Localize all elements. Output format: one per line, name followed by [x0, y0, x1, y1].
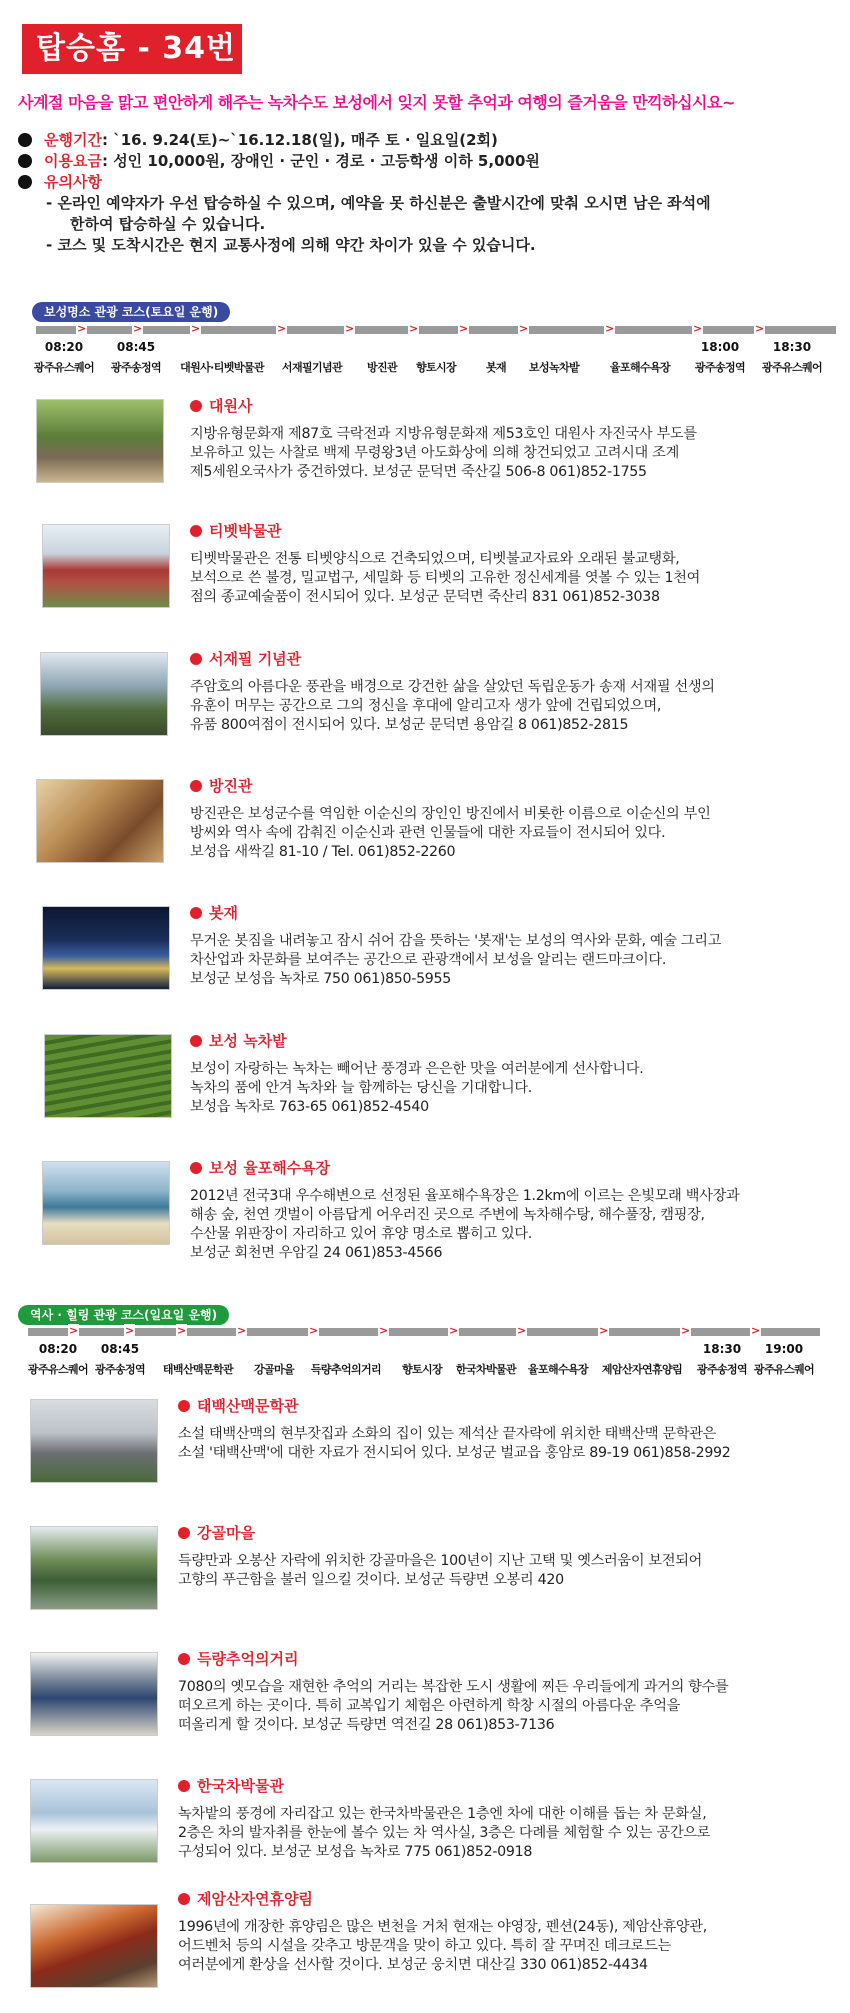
- route-stop: 득량추억의거리: [310, 1363, 382, 1376]
- route-stop: 봇재: [485, 361, 507, 374]
- page-title: 탑승홈 - 34번: [22, 24, 242, 74]
- stop-time: 18:30: [772, 340, 812, 354]
- description-line: 여러분에게 환상을 선사할 것이다. 보성군 웅치면 대산길 330 061)852-4434: [178, 1957, 648, 1973]
- place-title: [190, 395, 252, 416]
- place-title: [178, 1888, 313, 1909]
- route-bar: [36, 326, 836, 334]
- info-period: [14, 130, 834, 151]
- notice-line: 한하여 탑승하실 수 있습니다.: [70, 215, 266, 233]
- stop-time: 18:30: [702, 1342, 742, 1356]
- route-stop: 광주유스퀘어: [753, 1363, 815, 1376]
- bullet-icon: [178, 1400, 190, 1412]
- place-photo: [30, 1526, 158, 1610]
- stop-time: 19:00: [764, 1342, 804, 1356]
- route-arrow-icon: >: [237, 1324, 247, 1337]
- info-fee: [14, 151, 834, 172]
- place-photo: [30, 1652, 158, 1736]
- place-description: [178, 1678, 728, 1735]
- route-arrow-icon: >: [125, 1324, 135, 1337]
- route-arrow-icon: >: [133, 322, 143, 335]
- description-line: 지방유형문화재 제87호 극락전과 지방유형문화재 제53호인 대원사 자진국사 부도를: [190, 426, 697, 442]
- place-title: [178, 1775, 284, 1796]
- description-line: 녹차밭의 풍경에 자리잡고 있는 한국차박물관은 1층엔 차에 대한 이해를 돕는 차 문화실,: [178, 1806, 707, 1822]
- route-arrow-icon: >: [379, 1324, 389, 1337]
- description-line: 보유하고 있는 사찰로 백제 무령왕3년 아도화상에 의해 창건되었고 고려시대 조계: [190, 445, 679, 461]
- route-arrow-icon: >: [191, 322, 201, 335]
- place-title: [178, 1395, 298, 1416]
- route-arrow-icon: >: [77, 322, 87, 335]
- description-line: 유훈이 머무는 공간으로 그의 정신을 후대에 알리고자 생가 앞에 건립되었으며,: [190, 698, 662, 714]
- fee-label: 이용요금: [44, 152, 102, 170]
- bullet-icon: [18, 154, 32, 168]
- place-photo: [42, 524, 170, 608]
- route-stop: 광주송정역: [94, 1363, 146, 1376]
- bullet-icon: [18, 133, 32, 147]
- description-line: 차산업과 차문화를 보여주는 공간으로 관광객에서 보성을 알리는 랜드마크이다.: [190, 952, 667, 968]
- notice-label: 유의사항: [44, 173, 102, 191]
- description-line: 보성읍 새싹길 81-10 / Tel. 061)852-2260: [190, 844, 456, 860]
- description-line: 득량만과 오봉산 자락에 위치한 강골마을은 100년이 지난 고택 및 옛스러움이 보전되어: [178, 1553, 703, 1569]
- description-line: 고향의 푸근함을 불러 일으킬 것이다. 보성군 득량면 오봉리 420: [178, 1572, 564, 1588]
- description-line: 떠오르게 하는 곳이다. 특히 교복입기 체험은 아련하게 학창 시절의 아름다운 추억을: [178, 1698, 681, 1714]
- place-description: [178, 1552, 702, 1590]
- route-arrow-icon: >: [177, 1324, 187, 1337]
- route-stop: 향토시장: [401, 1363, 443, 1376]
- route-arrow-icon: >: [517, 1324, 527, 1337]
- place-photo: [40, 652, 168, 736]
- place-description: [178, 1918, 707, 1975]
- course1-route: [33, 322, 836, 396]
- description-line: 보석으로 쓴 불경, 밀교법구, 세밀화 등 티벳의 고유한 정신세계를 엿볼 수 있는 1천여: [190, 570, 701, 586]
- place-description: [190, 550, 700, 607]
- place-title-text: 태백산맥문학관: [197, 1397, 299, 1415]
- route-stop: 광주유스퀘어: [33, 361, 95, 374]
- description-line: 점의 종교예술품이 전시되어 있다. 보성군 문덕면 죽산리 831 061)852-3038: [190, 589, 660, 605]
- period-label: 운행기간: [44, 131, 102, 149]
- place-title: [178, 1522, 255, 1543]
- place-photo: [30, 1779, 158, 1863]
- route-stop: 강골마을: [253, 1363, 295, 1376]
- description-line: 2012년 전국3대 우수해변으로 선정된 율포해수욕장은 1.2km에 이르는 은빛모래 백사장과: [190, 1188, 740, 1204]
- route-stop: 향토시장: [415, 361, 457, 374]
- route-stop: 대원사·티벳박물관: [180, 361, 264, 374]
- notice-line: - 온라인 예약자가 우선 탑승하실 수 있으며, 예약을 못 하신분은 출발시간에 맞춰 오시면 남은 좌석에: [46, 194, 711, 212]
- description-line: 2층은 차의 발자취를 한눈에 볼수 있는 차 역사실, 3층은 다례를 체험할 수 있는 공간으로: [178, 1825, 711, 1841]
- description-line: 7080의 옛모습을 재현한 추억의 거리는 복잡한 도시 생활에 찌든 우리들에게 과거의 향수를: [178, 1679, 729, 1695]
- description-line: 제5세원오국사가 중건하였다. 보성군 문덕면 죽산길 506-8 061)852-1755: [190, 464, 647, 480]
- bullet-icon: [18, 175, 32, 189]
- tour-info: [14, 130, 834, 256]
- place-photo: [44, 1034, 172, 1118]
- bullet-icon: [178, 1527, 190, 1539]
- bullet-icon: [190, 907, 202, 919]
- place-title-text: 득량추억의거리: [197, 1650, 299, 1668]
- route-arrow-icon: >: [681, 1324, 691, 1337]
- route-stop: 율포해수욕장: [609, 361, 671, 374]
- place-description: [190, 678, 715, 735]
- place-title: [190, 648, 301, 669]
- route-stop: 서재필기념관: [281, 361, 343, 374]
- description-line: 유품 800여점이 전시되어 있다. 보성군 문덕면 용암길 8 061)852-2815: [190, 717, 629, 733]
- route-arrow-icon: >: [519, 322, 529, 335]
- place-description: [178, 1425, 731, 1463]
- place-description: [190, 1060, 643, 1117]
- description-line: 구성되어 있다. 보성군 보성읍 녹차로 775 061)852-0918: [178, 1844, 533, 1860]
- course2-badge: 역사 · 힐링 관광 코스(일요일 운행): [18, 1305, 229, 1325]
- place-photo: [36, 779, 164, 863]
- route-arrow-icon: >: [755, 322, 765, 335]
- info-notice: [14, 172, 834, 193]
- route-arrow-icon: >: [751, 1324, 761, 1337]
- place-title: [190, 775, 252, 796]
- page-subtitle: 사계절 마음을 맑고 편안하게 해주는 녹차수도 보성에서 잊지 못할 추억과 여행의 즐거움을 만끽하십시요~: [18, 93, 735, 112]
- bullet-icon: [190, 525, 202, 537]
- stop-time: 08:20: [44, 340, 84, 354]
- place-title: [190, 902, 238, 923]
- route-arrow-icon: >: [345, 322, 355, 335]
- description-line: 주암호의 아름다운 풍관을 배경으로 강건한 삶을 살았던 독립운동가 송재 서재필 선생의: [190, 679, 715, 695]
- route-arrow-icon: >: [309, 1324, 319, 1337]
- bullet-icon: [178, 1893, 190, 1905]
- place-title-text: 강골마을: [197, 1524, 255, 1542]
- description-line: 무거운 봇짐을 내려놓고 잠시 쉬어 감을 뜻하는 '봇재'는 보성의 역사와 문화, 예술 그리고: [190, 933, 722, 949]
- place-photo: [30, 1904, 158, 1988]
- route-arrow-icon: >: [693, 322, 703, 335]
- bullet-icon: [178, 1780, 190, 1792]
- route-stop: 율포해수욕장: [527, 1363, 589, 1376]
- stop-time: 08:45: [116, 340, 156, 354]
- description-line: 소설 태백산맥의 현부잣집과 소화의 집이 있는 제석산 끝자락에 위치한 태백산맥 문학관은: [178, 1426, 717, 1442]
- notice-line: - 코스 및 도착시간은 현지 교통사정에 의해 약간 차이가 있을 수 있습니다.: [46, 236, 536, 254]
- description-line: 1996년에 개장한 휴양림은 많은 변천을 거처 현재는 야영장, 펜션(24동), 제암산휴양관,: [178, 1919, 707, 1935]
- route-stop: 광주송정역: [696, 1363, 748, 1376]
- stop-time: 18:00: [700, 340, 740, 354]
- route-stop: 광주유스퀘어: [27, 1363, 89, 1376]
- bullet-icon: [190, 780, 202, 792]
- route-arrow-icon: >: [449, 1324, 459, 1337]
- route-stop: 방진관: [366, 361, 398, 374]
- bullet-icon: [190, 400, 202, 412]
- description-line: 보성군 회천면 우암길 24 061)853-4566: [190, 1245, 443, 1261]
- place-title-text: 방진관: [209, 777, 253, 795]
- place-title-text: 대원사: [209, 397, 253, 415]
- course2-route: [27, 1324, 820, 1398]
- route-arrow-icon: >: [605, 322, 615, 335]
- place-description: [190, 932, 721, 989]
- route-arrow-icon: >: [409, 322, 419, 335]
- route-stop: 광주유스퀘어: [761, 361, 823, 374]
- route-arrow-icon: >: [459, 322, 469, 335]
- route-stop: 광주송정역: [694, 361, 746, 374]
- place-title-text: 서재필 기념관: [209, 650, 302, 668]
- place-title-text: 티벳박물관: [209, 522, 282, 540]
- stop-time: 08:45: [100, 1342, 140, 1356]
- place-description: [190, 425, 697, 482]
- description-line: 방씨와 역사 속에 감춰진 이순신과 관련 인물들에 대한 자료들이 전시되어 있다.: [190, 825, 666, 841]
- fee-value: : 성인 10,000원, 장애인 · 군인 · 경로 · 고등학생 이하 5,000원: [101, 152, 540, 170]
- description-line: 티벳박물관은 전통 티벳양식으로 건축되었으며, 티벳불교자료와 오래된 불교탱화,: [190, 551, 680, 567]
- description-line: 소설 '태백산맥'에 대한 자료가 전시되어 있다. 보성군 벌교읍 홍암로 89-19 061)858-2992: [178, 1445, 731, 1461]
- description-line: 보성군 보성읍 녹차로 750 061)850-5955: [190, 971, 451, 987]
- place-title-text: 제암산자연휴양림: [197, 1890, 313, 1908]
- place-title: [178, 1648, 298, 1669]
- description-line: 보성이 자랑하는 녹차는 빼어난 풍경과 은은한 맛을 여러분에게 선사합니다.: [190, 1061, 644, 1077]
- route-stop: 광주송정역: [110, 361, 162, 374]
- bullet-icon: [190, 1035, 202, 1047]
- place-title-text: 한국차박물관: [197, 1777, 284, 1795]
- description-line: 해송 숲, 천연 갯벌이 아름답게 어우러진 곳으로 주변에 녹차해수탕, 해수풀장, 캠핑장,: [190, 1207, 705, 1223]
- route-stop: 태백산맥문학관: [162, 1363, 234, 1376]
- bullet-icon: [190, 653, 202, 665]
- place-photo: [42, 906, 170, 990]
- description-line: 어드벤처 등의 시설을 갖추고 방문객을 맞이 하고 있다. 특히 잘 꾸며진 데크로드는: [178, 1938, 671, 1954]
- course1-badge: 보성명소 관광 코스(토요일 운행): [32, 302, 230, 322]
- route-bar: [28, 1328, 820, 1336]
- place-title-text: 봇재: [209, 904, 238, 922]
- place-title: [190, 1157, 330, 1178]
- bullet-icon: [178, 1653, 190, 1665]
- bullet-icon: [190, 1162, 202, 1174]
- place-photo: [36, 399, 164, 483]
- description-line: 수산물 위판장이 자리하고 있어 휴양 명소로 뽑히고 있다.: [190, 1226, 532, 1242]
- place-description: [178, 1805, 710, 1862]
- place-description: [190, 1187, 739, 1263]
- description-line: 방진관은 보성군수를 역임한 이순신의 장인인 방진에서 비롯한 이름으로 이순신의 부인: [190, 806, 711, 822]
- description-line: 떠올리게 할 것이다. 보성군 득량면 역전길 28 061)853-7136: [178, 1717, 555, 1733]
- description-line: 보성읍 녹차로 763-65 061)852-4540: [190, 1099, 429, 1115]
- route-arrow-icon: >: [277, 322, 287, 335]
- description-line: 녹차의 품에 안겨 녹차와 늘 함께하는 당신을 기대합니다.: [190, 1080, 532, 1096]
- stop-time: 08:20: [38, 1342, 78, 1356]
- place-description: [190, 805, 710, 862]
- route-stop: 한국차박물관: [455, 1363, 517, 1376]
- place-title-text: 보성 율포해수욕장: [209, 1159, 331, 1177]
- route-arrow-icon: >: [69, 1324, 79, 1337]
- place-title: [190, 1030, 287, 1051]
- place-title-text: 보성 녹차밭: [209, 1032, 287, 1050]
- place-photo: [42, 1161, 170, 1245]
- place-title: [190, 520, 281, 541]
- route-arrow-icon: >: [599, 1324, 609, 1337]
- route-stop: 보성녹차밭: [528, 361, 580, 374]
- period-value: : `16. 9.24(토)~`16.12.18(일), 매주 토 · 일요일(2회): [101, 131, 498, 149]
- place-photo: [30, 1399, 158, 1483]
- route-stop: 제암산자연휴양림: [601, 1363, 683, 1376]
